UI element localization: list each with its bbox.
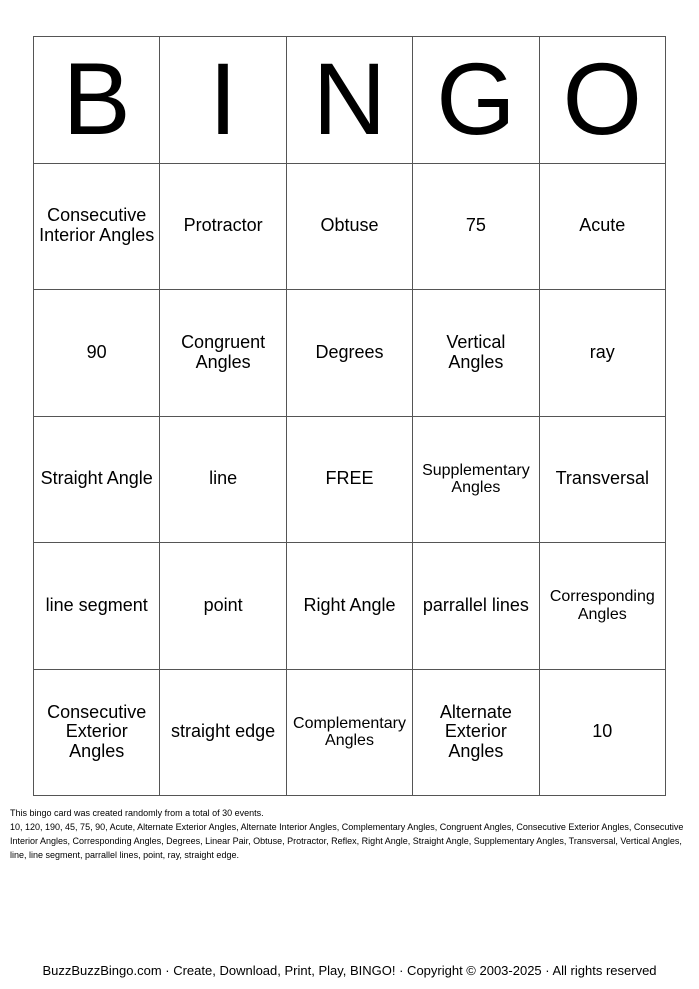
bingo-cell: Supplementary Angles <box>413 417 539 544</box>
bingo-cell: ray <box>540 290 666 417</box>
bingo-cell: Complementary Angles <box>287 670 413 797</box>
bingo-cell: Transversal <box>540 417 666 544</box>
card-footnote <box>10 806 690 862</box>
bingo-cell: Straight Angle <box>34 417 160 544</box>
site-credit: BuzzBuzzBingo.com · Create, Download, Print, Play, BINGO! · Copyright © 2003-2025 · All rights reserved <box>42 963 657 978</box>
bingo-cell: line <box>160 417 286 544</box>
bingo-cell: 90 <box>34 290 160 417</box>
bingo-cell: Consecutive Exterior Angles <box>34 670 160 797</box>
bingo-cell: Vertical Angles <box>413 290 539 417</box>
bingo-cell: Protractor <box>160 164 286 291</box>
bingo-cell: Degrees <box>287 290 413 417</box>
bingo-cell: Congruent Angles <box>160 290 286 417</box>
bingo-cell: Consecutive Interior Angles <box>34 164 160 291</box>
bingo-cell: point <box>160 543 286 670</box>
bingo-cell: 10 <box>540 670 666 797</box>
bingo-cell: parrallel lines <box>413 543 539 670</box>
bingo-cell: Acute <box>540 164 666 291</box>
header-letter-i: I <box>160 37 286 164</box>
header-letter-o: O <box>540 37 666 164</box>
header-letter-g: G <box>413 37 539 164</box>
header-letter-b: B <box>34 37 160 164</box>
bingo-cell: Alternate Exterior Angles <box>413 670 539 797</box>
footnote-events-list: 10, 120, 190, 45, 75, 90, Acute, Alternate Exterior Angles, Alternate Interior Angles, Complementary Angles, Congruent Angles, Consecutive Exterior Angles, Consecutive Interior Angles, Corresponding Angles, Degrees, Linear Pair, Obtuse, Protractor, Reflex, Right Angle, Straight Angle, Supplementary Angles, Transversal, Vertical Angles, line, line segment, parrallel lines, point, ray, straight edge. <box>10 822 684 860</box>
bingo-card <box>33 36 666 796</box>
bingo-cell: straight edge <box>160 670 286 797</box>
bingo-cell: Right Angle <box>287 543 413 670</box>
free-space-cell: FREE <box>287 417 413 544</box>
footnote-intro: This bingo card was created randomly from a total of 30 events. <box>10 808 264 818</box>
header-letter-n: N <box>287 37 413 164</box>
bingo-cell: line segment <box>34 543 160 670</box>
bingo-cell: Obtuse <box>287 164 413 291</box>
bingo-cell: 75 <box>413 164 539 291</box>
bingo-cell: Corresponding Angles <box>540 543 666 670</box>
